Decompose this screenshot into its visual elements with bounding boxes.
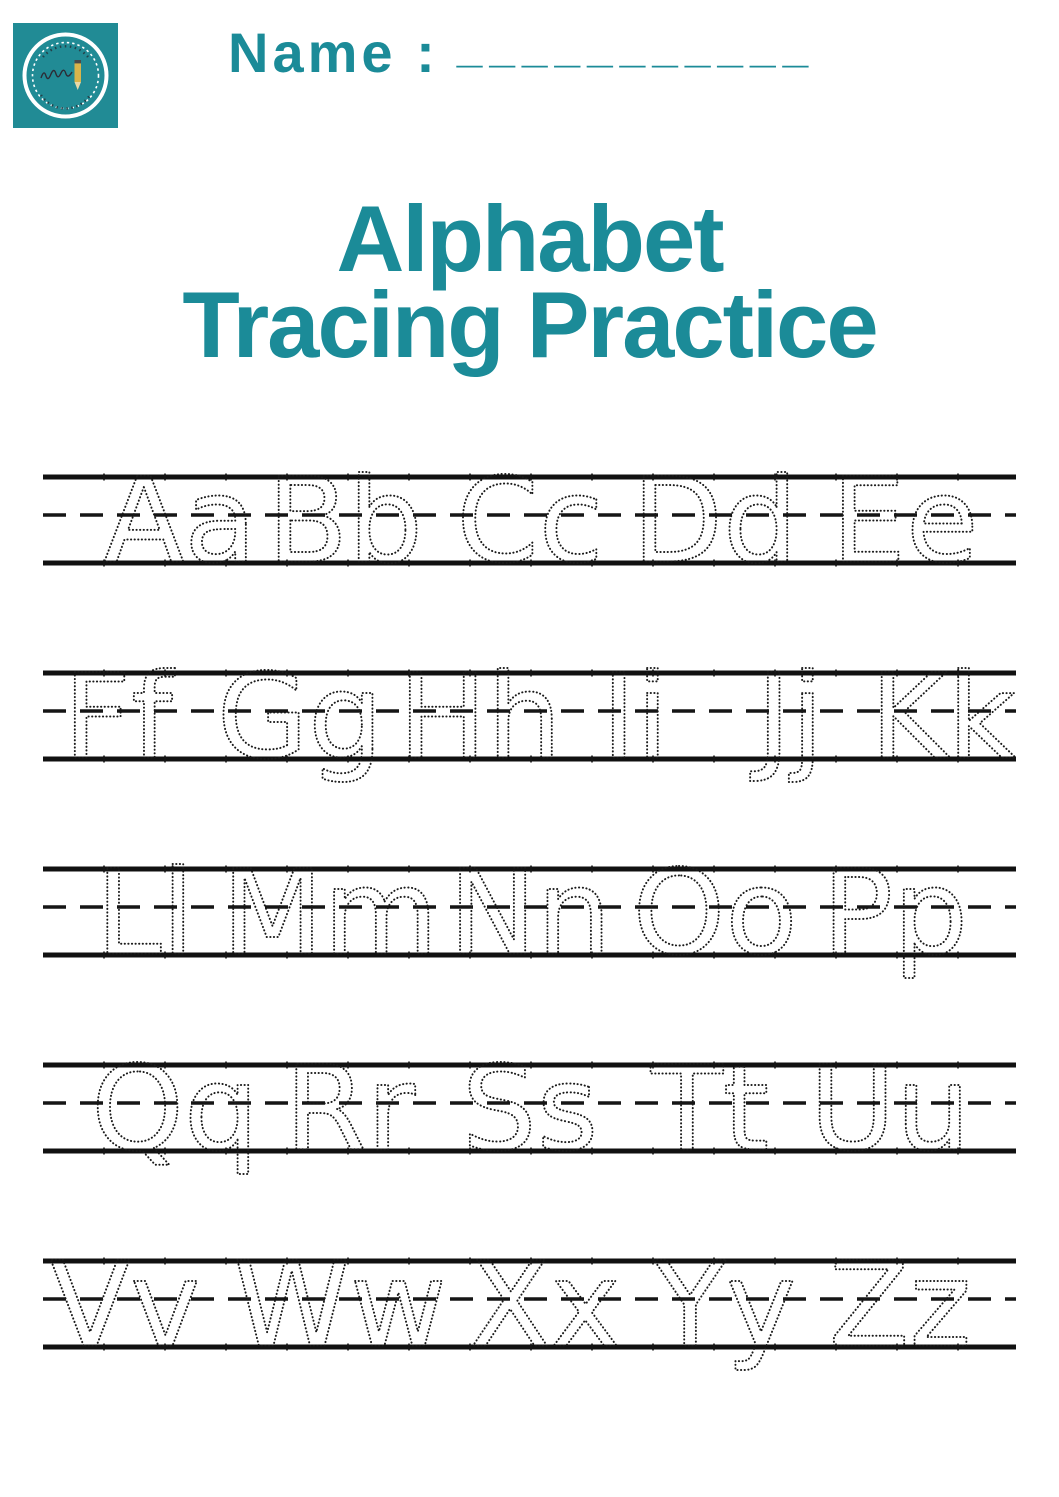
trace-letter-pair-bb: Bb [267, 451, 423, 590]
trace-letter-pair-ee: Ee [831, 451, 979, 590]
trace-letter-pair-nn: Nn [448, 843, 612, 982]
logo-background [13, 23, 118, 128]
trace-letter-pair-xx: Xx [469, 1235, 621, 1374]
brand-logo [13, 23, 118, 128]
trace-letter-pair-ll: Ll [95, 843, 195, 982]
trace-letter-pair-ww: Ww [233, 1235, 447, 1374]
trace-letter-pair-aa: Aa [103, 451, 257, 590]
trace-letter-pair-ff: Ff [63, 647, 173, 786]
trace-letter-pair-oo: Oo [632, 843, 798, 982]
trace-letter-pair-jj: Jj [756, 647, 824, 786]
tracing-row [43, 1039, 1016, 1194]
title-line-2: Tracing Practice [182, 272, 877, 378]
tracing-row [43, 1235, 1016, 1390]
tracing-rows [43, 451, 1016, 1454]
tracing-row [43, 451, 1016, 606]
title-line-1: Alphabet [336, 186, 723, 291]
brand-logo-badge [13, 23, 118, 128]
trace-letter-pair-qq: Qq [91, 1039, 259, 1178]
trace-letter-pair-ss: Ss [461, 1039, 599, 1178]
name-row [228, 20, 848, 85]
trace-letter-pair-hh: Hh [398, 647, 562, 786]
trace-letter-pair-gg: Gg [216, 647, 384, 786]
trace-letter-pair-vv: Vv [49, 1235, 201, 1374]
trace-letter-pair-zz: Zz [828, 1235, 972, 1374]
trace-letter-pair-tt: Tt [650, 1039, 770, 1178]
trace-letter-pair-mm: Mm [221, 843, 439, 982]
trace-letter-pair-dd: Dd [632, 451, 798, 590]
trace-letter-pair-pp: Pp [821, 843, 969, 982]
trace-letter-pair-rr: Rr [284, 1039, 416, 1178]
name-label: Name : [228, 21, 439, 84]
trace-letter-pair-yy: Yy [654, 1235, 796, 1374]
name-blank-line: ___________ [456, 20, 816, 72]
tracing-row [43, 647, 1016, 802]
trace-letter-pair-ii: Ii [601, 647, 669, 786]
trace-letter-pair-uu: Uu [809, 1039, 971, 1178]
tracing-row [43, 843, 1016, 998]
trace-letter-pair-kk: Kk [870, 647, 1016, 786]
trace-letter-pair-cc: Cc [456, 451, 604, 590]
worksheet-title [0, 186, 1059, 378]
